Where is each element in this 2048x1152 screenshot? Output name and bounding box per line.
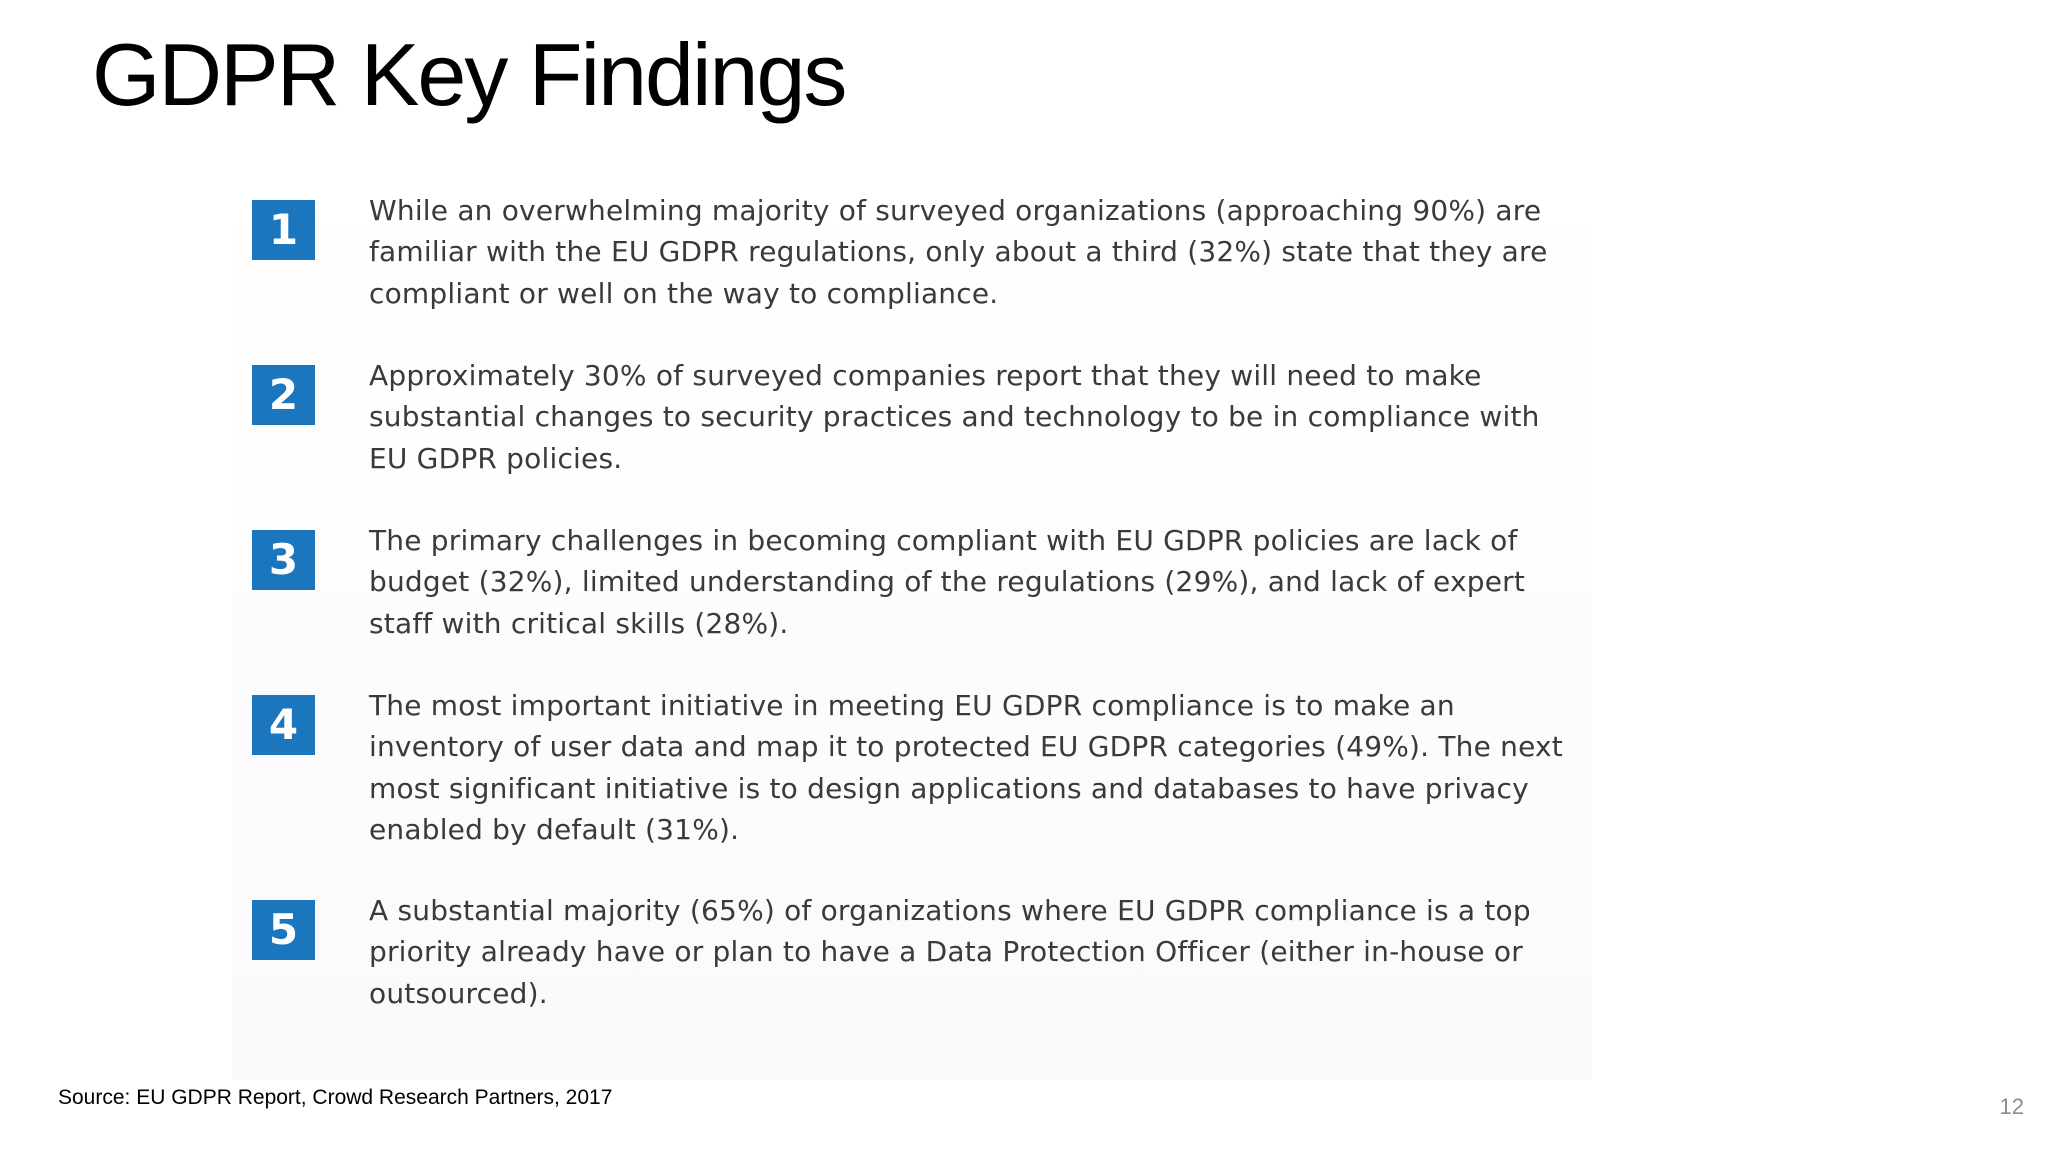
- finding-text: Approximately 30% of surveyed companies report that they will need to make substantial changes to security practices and technology to be in compliance with EU GDPR policies.: [369, 359, 1540, 475]
- finding-text: The primary challenges in becoming compliant with EU GDPR policies are lack of budget (32%), limited understanding of the regulations (29%), and lack of expert staff with critical skills (28%).: [369, 524, 1526, 640]
- finding-number-badge: 1: [252, 200, 315, 260]
- slide-title: GDPR Key Findings: [92, 25, 846, 124]
- findings-panel: [232, 170, 1592, 1080]
- finding-number-badge: 4: [252, 695, 315, 755]
- finding-text: While an overwhelming majority of surveyed organizations (approaching 90%) are familiar with the EU GDPR regulations, only about a third (32%) state that they are compliant or well on the way to compliance.: [369, 194, 1548, 310]
- finding-number-badge: 5: [252, 900, 315, 960]
- finding-text: The most important initiative in meeting EU GDPR compliance is to make an inventory of user data and map it to protected EU GDPR categories (49%). The next most significant initiative is to design applications and databases to have privacy enabled by default (31%).: [369, 689, 1563, 846]
- page-number: 12: [1999, 1094, 2024, 1119]
- source-citation: Source: EU GDPR Report, Crowd Research Partners, 2017: [58, 1086, 613, 1109]
- finding-number-badge: 2: [252, 365, 315, 425]
- finding-number-badge: 3: [252, 530, 315, 590]
- finding-text: A substantial majority (65%) of organizations where EU GDPR compliance is a top priority already have or plan to have a Data Protection Officer (either in-house or outsourced).: [369, 894, 1531, 1010]
